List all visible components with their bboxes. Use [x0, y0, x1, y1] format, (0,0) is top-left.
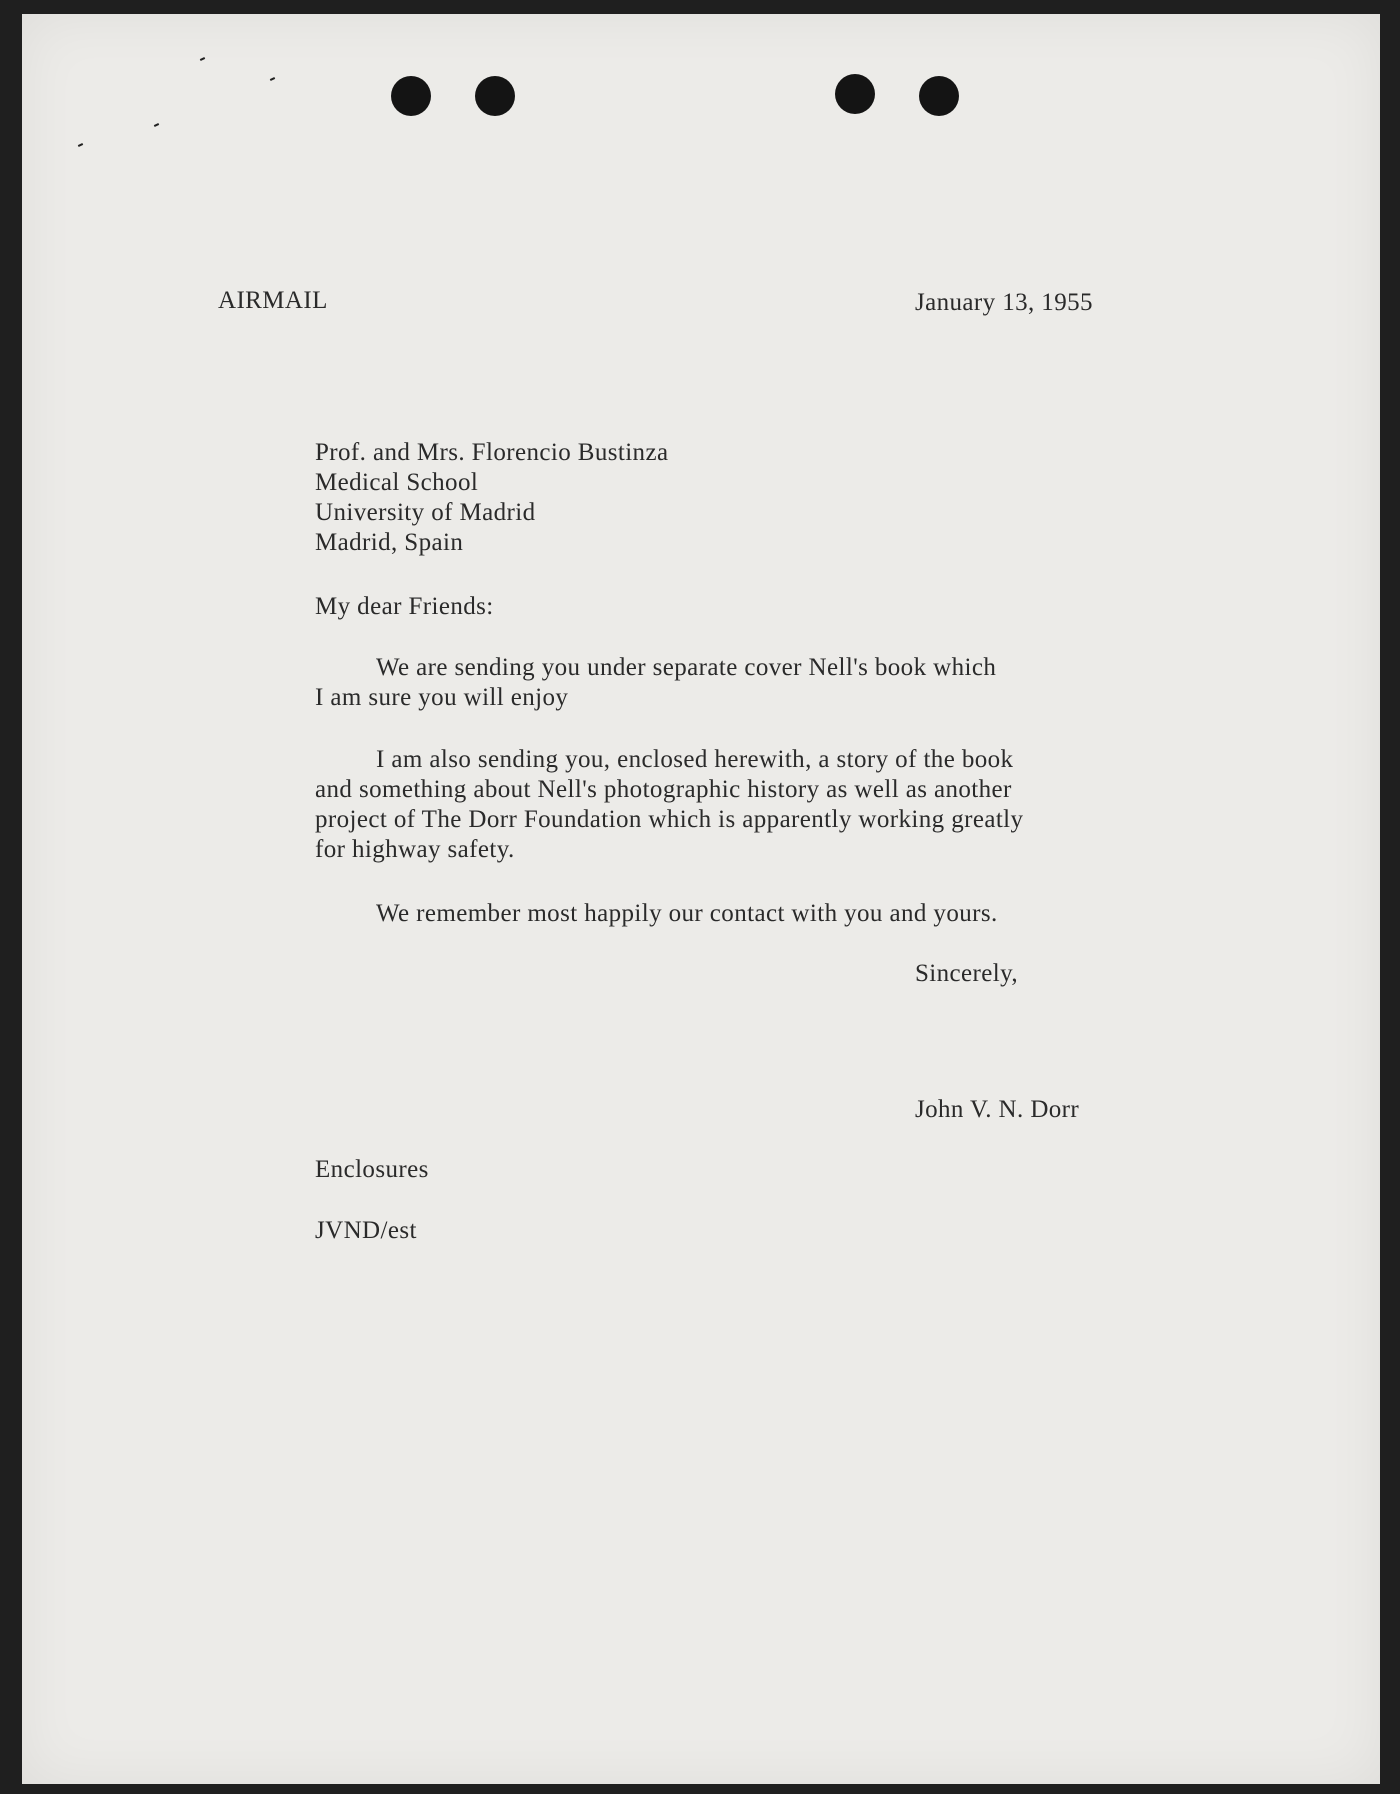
letter-page — [22, 14, 1380, 1784]
typist-initials: JVND/est — [315, 1217, 417, 1244]
paragraph-line: I am sure you will enjoy — [315, 684, 569, 711]
letter-date: January 13, 1955 — [915, 289, 1093, 316]
enclosures-note: Enclosures — [315, 1156, 429, 1183]
address-line: Madrid, Spain — [315, 529, 464, 556]
paragraph-1 — [315, 653, 996, 713]
paper-speck — [270, 77, 275, 81]
airmail-label: AIRMAIL — [218, 287, 328, 314]
punch-hole-3 — [835, 74, 875, 114]
paper-speck — [200, 57, 205, 61]
punch-hole-2 — [475, 76, 515, 116]
closing: Sincerely, — [915, 960, 1019, 987]
paragraph-line: project of The Dorr Foundation which is apparently working greatly — [315, 806, 1024, 833]
recipient-address — [315, 438, 668, 558]
paragraph-3: We remember most happily our contact with you and yours. — [376, 900, 998, 927]
paragraph-line: for highway safety. — [315, 836, 515, 863]
paragraph-line: We are sending you under separate cover Nell's book which — [376, 654, 997, 681]
paragraph-line: I am also sending you, enclosed herewith, a story of the book — [376, 746, 1014, 773]
punch-hole-4 — [919, 76, 959, 116]
signature-name: John V. N. Dorr — [915, 1096, 1080, 1123]
paragraph-2 — [315, 745, 1023, 865]
punch-hole-1 — [391, 76, 431, 116]
paragraph-line: and something about Nell's photographic history as well as another — [315, 776, 1012, 803]
address-line: Medical School — [315, 469, 479, 496]
paper-speck — [154, 123, 159, 127]
paper-speck — [78, 143, 83, 147]
address-line: University of Madrid — [315, 499, 536, 526]
salutation: My dear Friends: — [315, 593, 494, 620]
address-line: Prof. and Mrs. Florencio Bustinza — [315, 439, 669, 466]
